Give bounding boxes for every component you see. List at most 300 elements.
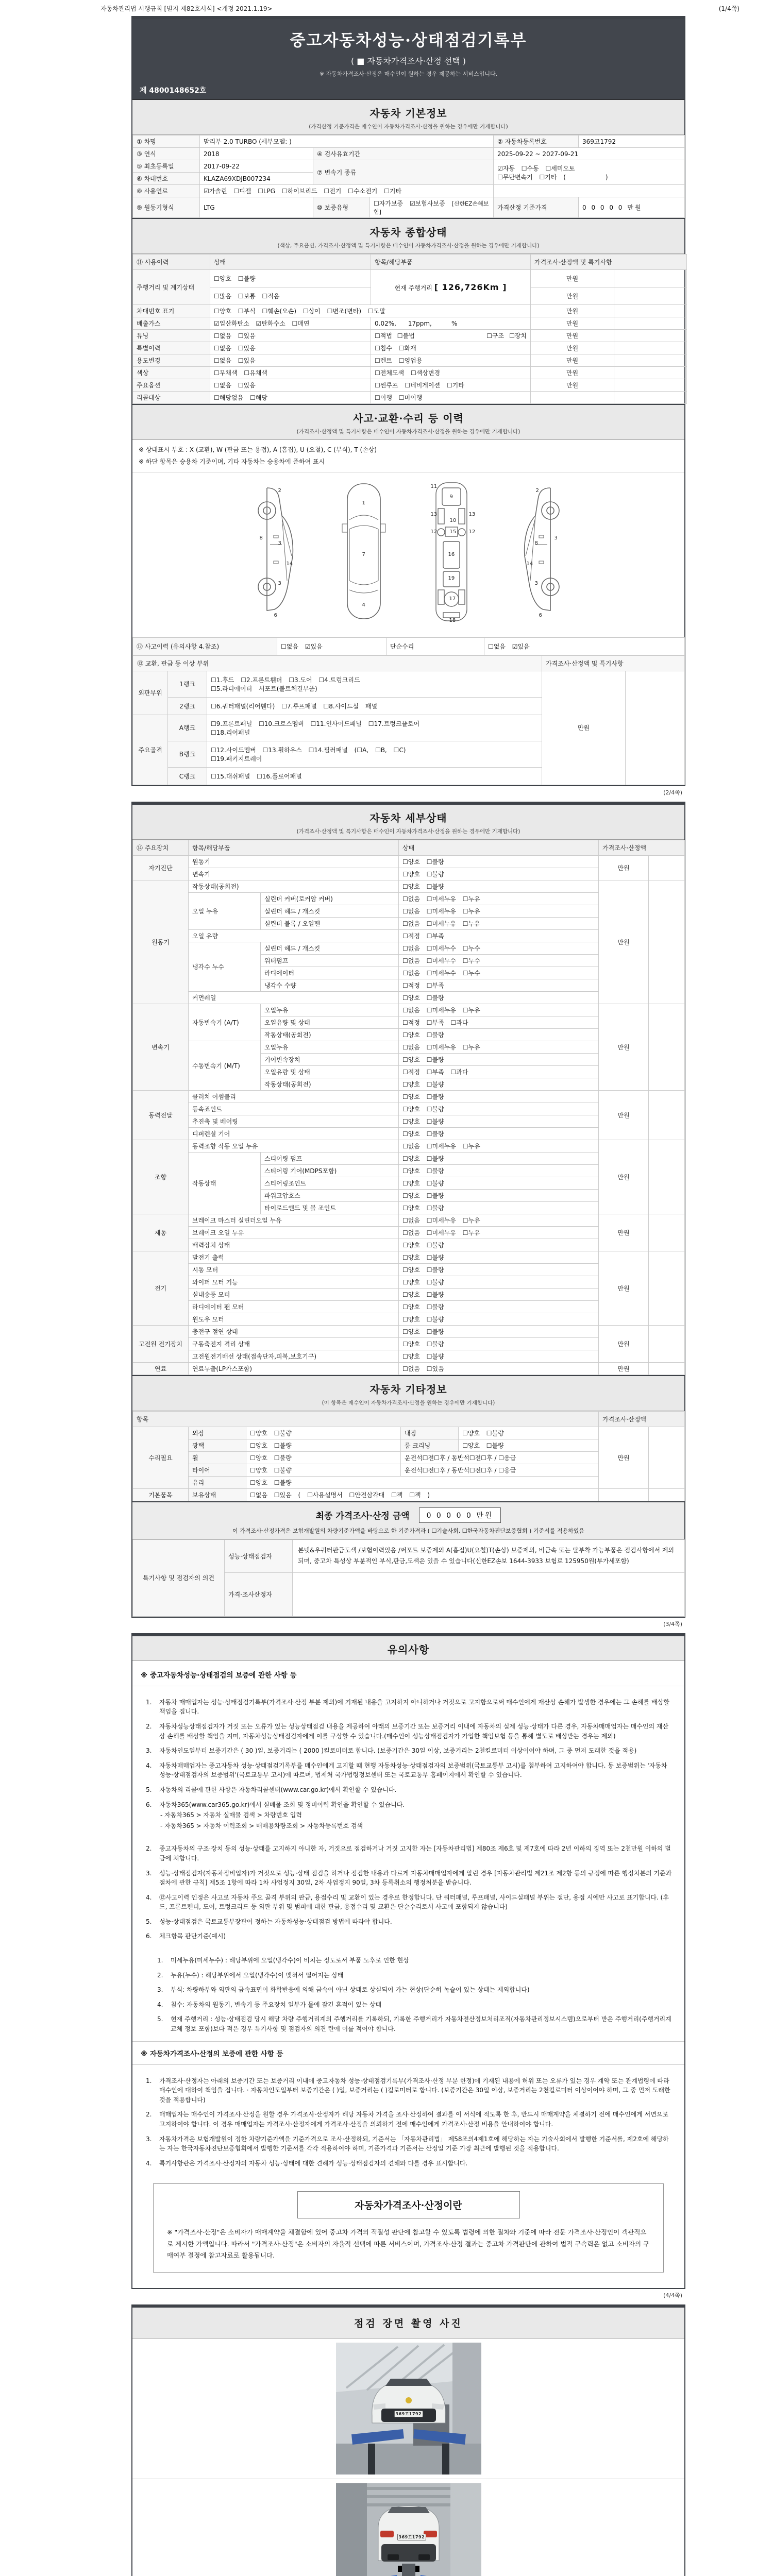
text [132, 1948, 684, 2041]
inspection-photo-rear [336, 2483, 481, 2576]
label-cell: ⑥ 차대번호 [133, 173, 200, 185]
status-options-cell[interactable]: ☐양호 ☐불량 [399, 1325, 599, 1337]
label-cell: B랭크 [168, 741, 207, 767]
amount-cell: 만원 [531, 379, 614, 392]
text: ☐무단변속기 ☐기타 ( ) [497, 173, 608, 181]
status-options-cell[interactable]: ☐침수 ☐화재 [371, 342, 531, 354]
license-plate: 369고1792 [394, 2411, 424, 2417]
status-options-cell[interactable]: ☐양호 ☐불량 [459, 1427, 599, 1439]
text: 자동차 기타정보 [369, 1383, 447, 1396]
car-diagram-right-side [514, 480, 566, 626]
text [146, 1722, 673, 1741]
photo-row-front [132, 2338, 684, 2479]
amount-cell: 만원 [599, 1427, 649, 1488]
cell: 작동상태 [189, 1152, 261, 1214]
status-options-cell[interactable]: ☐양호 ☐불량 [399, 1239, 599, 1251]
current-mileage [371, 270, 531, 305]
cell: 기어변속장치 [261, 1053, 399, 1065]
label-cell: 튜닝 [133, 330, 210, 342]
final-price-strip [132, 1501, 684, 1539]
rank2-panels[interactable]: ☐6.쿼터패널(리어휀다) ☐7.루프패널 ☐8.사이드실 패널 [207, 697, 542, 715]
cell: 구동축전지 격리 상태 [189, 1337, 399, 1350]
appraiser-opinion-text [293, 1572, 685, 1616]
cell: 냉각수 수량 [261, 979, 399, 991]
status-options-cell[interactable]: ☐없음 ☐미세누수 ☐누수 [399, 954, 599, 967]
text [146, 1931, 673, 1941]
status-options-cell[interactable]: ☐양호 ☐불량 [246, 1427, 401, 1439]
notice-subheader-1: ※ 중고자동차성능·상태점검의 보증에 관한 사항 등 [132, 1663, 684, 1686]
list-item-number: 4. [146, 1893, 152, 1901]
diagram-number: 18 [449, 617, 456, 623]
cell [614, 392, 687, 404]
list-item-number: 2. [146, 1722, 152, 1730]
mileage-status-options[interactable]: ☐양호 ☐불량 [210, 270, 371, 287]
tuning-items[interactable] [371, 330, 531, 342]
label-cell: 자기진단 [133, 855, 189, 880]
status-options-cell[interactable]: ☐양호 ☐불량 [399, 1337, 599, 1350]
state-code-legend [132, 440, 684, 472]
exchange-panel-table [132, 655, 685, 785]
status-options-cell[interactable]: ☐양호 ☐불량 [399, 1053, 599, 1065]
text: ☐19.패키지트레이 [211, 755, 262, 762]
diagram-number: 12 [468, 529, 476, 535]
text [132, 1686, 684, 1838]
fuel-options[interactable]: ☑가솔린 ☐디젤 ☐LPG ☐하이브리드 ☐전기 ☐수소전기 ☐기타 [200, 185, 494, 197]
status-options-cell[interactable]: ☐이행 ☐미이행 [371, 392, 531, 404]
cell: 단순수리 [386, 637, 484, 655]
text: (이 항목은 매수인이 자동차가격조사·산정을 원하는 경우에만 기재합니다) [322, 1399, 495, 1406]
diagram-number: 19 [448, 575, 455, 581]
inspection-period-value: 2025-09-22 ~ 2027-09-21 [494, 148, 685, 160]
rank1-panels[interactable] [207, 671, 542, 697]
status-options-cell[interactable]: ☐양호 ☐불량 [399, 1201, 599, 1214]
final-price-note: 이 가격조사·산정가격은 보험개발원의 차량기준가액을 바탕으로 한 기준가격과 ( ☐기술사회, ☐한국자동차진단보증협회 ) 기준서를 적용하였음 [232, 1527, 584, 1534]
status-options-cell[interactable]: ☐없음 ☐미세누유 ☐누유 [399, 1140, 599, 1152]
list-item-number: 4. [146, 1761, 152, 1769]
list-item-text: 미세누유(미세누수) : 해당부위에 오일(냉각수)이 비치는 정도로서 부품 노후로 인한 현상 [171, 1957, 409, 1964]
status-options-cell[interactable]: ☐양호 ☐불량 [399, 880, 599, 892]
section-detail-state [132, 805, 684, 840]
list-item-number: 1. [146, 1698, 152, 1706]
text: ☑자동 ☐수동 ☐세미오토 [497, 164, 575, 172]
diagram-number: 2 [535, 487, 539, 494]
list-item-text: 현재 주행거리 : 성능·상태점검 당시 해당 차량 주행거리계의 주행거리를 기록하되, 기록한 주행거리가 자동차전산정보처리조직(자동차관리정보시스템)으로부터 받은 주행거리(주행거리계 교체 정보 포함)보다 적은 경우 특기사항 및 점검자의 의견 란에 이를 적어야 합니다. [171, 2015, 671, 2033]
status-options-cell[interactable]: ☐양호 ☐불량 [399, 1164, 599, 1177]
tire-positions[interactable]: 운전석☐전☐후 / 동반석☐전☐후 / ☐응급 [401, 1464, 599, 1476]
list-item-text: ⑫사고이력 인정은 사고로 자동차 주요 골격 부위의 판금, 용접수리 및 교환이 있는 경우로 한정합니다. 단 쿼터패널, 루프패널, 사이드실패널 부위는 절단, 용접 시에만 사고로 표기합니다. (후드, 프론트펜더, 도어, 트렁크리드 등 외판 부위 및 범퍼에 대한 판금, 용접수리 및 교환은 단순수리로서 사고에 포함되지 않습니다) [159, 1893, 669, 1911]
text: ☐1.후드 ☐2.프론트휀더 ☐3.도어 ☐4.트렁크리드 [211, 676, 360, 684]
status-options-cell[interactable]: ☐적정 ☐부족 [399, 979, 599, 991]
diagram-number: 13 [430, 511, 438, 517]
cell: 변속기 [189, 868, 399, 880]
accident-history-table [132, 637, 685, 655]
status-options-cell[interactable]: ☐양호 ☐불량 [399, 1127, 599, 1140]
text [146, 1893, 673, 1912]
text [146, 1761, 673, 1780]
odometer-status-options[interactable]: ☐많음 ☐보통 ☐적음 [210, 287, 371, 305]
list-item-text: 가격조사·산정자는 아래의 보증기간 또는 보증거리 이내에 중고자동차 성능·상태점검기록부(가격조사·산정 부분 한정)에 기재된 내용에 허위 또는 오류가 있는 경우 계약 또는 관계법령에 따라 매수인에 대하여 책임을 집니다. · 자동차인도일부터 보증기간은 ( )일, 보증거리는 ( )킬로미터로 합니다. (보증기간은 30일 이상, 보증거리는 2천킬로미터 이상이어야 하며, 그 중 먼저 도래한 것을 적용합니다) [159, 2077, 670, 2104]
license-plate: 369고1792 [397, 2534, 427, 2540]
text [146, 1917, 673, 1927]
cell: 항목/해당부품 [371, 255, 531, 270]
status-options-cell[interactable]: ☐양호 ☐불량 [399, 1300, 599, 1313]
label-cell: 성능·상태점검자 [225, 1539, 293, 1572]
status-options-cell[interactable]: ☐무채색 ☐유채색 [210, 367, 371, 379]
price-survey-explain-title: 자동차가격조사·산정이란 [297, 2191, 520, 2218]
cell: 추진축 및 베어링 [189, 1115, 399, 1127]
cell [649, 1325, 685, 1362]
status-options-cell[interactable]: ☐양호 ☐불량 [399, 1152, 599, 1164]
list-item-number: 3. [146, 2135, 152, 2143]
cell: 연료누출(LP가스포함) [189, 1362, 399, 1375]
other-info-table [132, 1411, 685, 1501]
status-options-cell[interactable]: ☐양호 ☐불량 [399, 1189, 599, 1201]
cell: 클러치 어셈블리 [189, 1090, 399, 1103]
cell: 실내송풍 모터 [189, 1288, 399, 1300]
amount-cell: 만원 [531, 367, 614, 379]
cell: 가격조사·산정액 [599, 840, 685, 855]
label-cell: 내장 [401, 1427, 459, 1439]
cell: 작동상태(공회전) [261, 1028, 399, 1041]
diagram-number: 3 [278, 540, 281, 546]
status-options-cell[interactable]: ☐없음 ☐미세누유 ☐누유 [399, 1041, 599, 1053]
amount-cell: 만원 [599, 855, 649, 880]
basic-info-table [132, 135, 685, 218]
price-survey-select[interactable]: ( ■ 자동차가격조사·산정 선택 ) [350, 56, 466, 66]
list-item-number: 2. [146, 2111, 152, 2119]
list-item-number: 6. [146, 1933, 152, 1940]
text [375, 331, 527, 340]
accident-options[interactable]: ☐없음 ☑있음 [277, 637, 386, 655]
notice-subheader-2: ※ 자동차가격조사·산정의 보증에 관한 사항 등 [132, 2041, 684, 2065]
label-cell: 주요옵션 [133, 379, 210, 392]
label-cell: 유리 [189, 1476, 246, 1488]
diagram-number: 8 [534, 540, 538, 546]
cell [614, 305, 687, 317]
cell: 항목/해당부품 [189, 840, 399, 855]
simple-repair-options[interactable]: ☐없음 ☑있음 [484, 637, 685, 655]
cell: 오일 누유 [189, 892, 261, 929]
list-item-text: 누유(누수) : 해당부위에서 오일(냉각수)이 맺혀서 떨어지는 상태 [171, 1971, 344, 1979]
text: ※ 상태표시 부호 : X (교환), W (판금 또는 용접), A (흠집), U (요철), C (부식), T (손상) [139, 446, 377, 453]
cell: 충전구 절연 상태 [189, 1325, 399, 1337]
page-number-2: (2/4쪽) [663, 789, 682, 796]
registration-number-value: 369고1792 [579, 135, 685, 148]
status-options-cell[interactable]: ☐양호 ☐불량 [399, 1276, 599, 1288]
cell: 스티어링 기어(MDPS포함) [261, 1164, 399, 1177]
section-overall-state [132, 218, 684, 254]
cell: 라디에이터 팬 모터 [189, 1300, 399, 1313]
wheel-positions[interactable]: 운전석☐전☐후 / 동반석☐전☐후 / ☐응급 [401, 1451, 599, 1464]
text: 유의사항 [387, 1643, 430, 1656]
car-name-value: 말리부 2.0 TURBO (세부모델: ) [200, 135, 494, 148]
cell: 타이로드엔드 및 볼 조인트 [261, 1201, 399, 1214]
car-diagram-top [339, 480, 391, 626]
overall-state-table [132, 254, 687, 404]
photo-row-rear [132, 2479, 684, 2576]
amount-cell: 만원 [599, 1140, 649, 1214]
status-options-cell[interactable]: ☐없음 ☐있음 [399, 1362, 599, 1375]
cell: 실린더 블록 / 오일팬 [261, 917, 399, 929]
basic-items-options[interactable]: ☐없음 ☐있음 ( ☐사용설명서 ☐안전삼각대 ☐잭 ☐잭 ) [246, 1488, 599, 1501]
rankC-panels[interactable]: ☐15.대쉬패널 ☐16.플로어패널 [207, 767, 542, 785]
status-options-cell[interactable]: ☐없음 ☐미세누유 ☐누유 [399, 917, 599, 929]
label-cell: ① 차명 [133, 135, 200, 148]
status-options-cell[interactable]: ☐적정 ☐부족 ☐과다 [399, 1065, 599, 1078]
list-item-text: 특기사항란은 가격조사·산정자의 자동차 성능·상태에 대한 견해가 성능·상태점검자의 견해와 다를 경우 표시합니다. [159, 2159, 468, 2167]
cell: 자동변속기 (A/T) [189, 1004, 261, 1041]
text [146, 1746, 673, 1756]
amount-cell: 만원 [599, 1251, 649, 1325]
status-options-cell[interactable]: ☐썬루프 ☐네비게이션 ☐기타 [371, 379, 531, 392]
status-options-cell[interactable]: ☐양호 ☐불량 [399, 855, 599, 868]
label-cell: 원동기 [133, 880, 189, 1004]
cell: 실린더 헤드 / 개스킷 [261, 905, 399, 917]
label-cell: ⑦ 변속기 종류 [313, 160, 494, 185]
inspector-opinion-text: 본넷&우쿼터판금도색 /보험이력있음 /써포트 보증제외 A(흠집)U(요철)T(손상) 보증제외, 비금속 또는 탈부착 가능부품은 점검사항에서 제외되며, 중고차 특성상 부분적인 부식,판금,도색은 있을 수 있습니다(신한EZ손보 1644-3933 보험료 125950원(부가세포함) [293, 1539, 685, 1572]
cell [614, 330, 687, 342]
cell [649, 855, 685, 880]
page-3 [131, 1633, 685, 2289]
label-cell: 외판부위 [133, 671, 168, 715]
diagram-number: 13 [468, 511, 476, 517]
text: ☐18.리어패널 [211, 728, 250, 736]
amount-cell: 만원 [531, 305, 614, 317]
cell [614, 379, 687, 392]
status-options-cell[interactable]: ☐없음 ☐미세누유 ☐누유 [399, 892, 599, 905]
cell [599, 1488, 649, 1501]
page-2 [131, 802, 685, 1618]
cell [614, 317, 687, 330]
text [146, 1785, 673, 1795]
status-options-cell[interactable]: ☐없음 ☐미세누유 ☐누유 [399, 905, 599, 917]
cell: 고전원전기배선 상태(접속단자,피복,보호기구) [189, 1350, 399, 1362]
title-box [132, 19, 684, 100]
status-options-cell[interactable]: ☐양호 ☐불량 [399, 1177, 599, 1189]
cell: 작동상태(공회전) [261, 1078, 399, 1090]
status-options-cell[interactable]: ☐양호 ☐불량 [399, 1115, 599, 1127]
status-options-cell[interactable]: ☐없음 ☐있음 [210, 330, 371, 342]
diagram-number: 7 [362, 551, 365, 557]
status-options-cell[interactable]: ☐적정 ☐부족 [399, 929, 599, 942]
status-options-cell[interactable]: ☑일산화탄소 ☑탄화수소 ☐매연 [210, 317, 371, 330]
transmission-options[interactable] [494, 160, 685, 185]
title-note: ※ 자동차가격조사·산정은 매수인이 원하는 경우 제공하는 서비스입니다. [319, 71, 498, 77]
list-item-number: 2. [146, 1845, 152, 1853]
cell: 스티어링조인트 [261, 1177, 399, 1189]
label-cell: ⑧ 사용연료 [133, 185, 200, 197]
status-options-cell[interactable]: ☐없음 ☐미세누유 ☐누유 [399, 1004, 599, 1016]
label-cell: 수리필요 [133, 1427, 189, 1488]
label-cell: ⑫ 사고이력 (유의사항 4.참조) [133, 637, 277, 655]
status-options-cell[interactable]: ☐적정 ☐부족 ☐과다 [399, 1016, 599, 1028]
list-item-text: 성능·상태점검은 국토교통부장관이 정하는 자동차성능·상태점검 방법에 따라야 합니다. [159, 1918, 392, 1925]
cell [649, 1362, 685, 1375]
status-options-cell[interactable]: ☐양호 ☐불량 [399, 1288, 599, 1300]
page-top-meta [100, 4, 740, 13]
status-options-cell[interactable]: ☐양호 ☐불량 [246, 1439, 401, 1451]
opinion-table [132, 1539, 685, 1617]
label-cell: ⑩ 보증유형 [313, 197, 370, 218]
label-cell: 연료 [133, 1362, 189, 1375]
diagram-number: 6 [274, 612, 277, 618]
list-item-text: 자동차인도일부터 보증기간은 ( 30 )일, 보증거리는 ( 2000 )킬로미터로 합니다. (보증기간은 30일 이상, 보증거리는 2천킬로미터 이상이어야 하며, 그 중 먼저 도래한 것을 적용) [159, 1747, 637, 1755]
cell: 디퍼렌셜 기어 [189, 1127, 399, 1140]
text [146, 2110, 673, 2129]
status-options-cell[interactable]: ☐없음 ☐미세누수 ☐누수 [399, 967, 599, 979]
cell: 항목 [133, 1411, 599, 1427]
photo-rear-illustration-icon [336, 2483, 481, 2576]
text [157, 2014, 673, 2033]
list-item-text: 중고자동차의 구조·장치 등의 성능·상태를 고지하지 아니한 자, 거짓으로 점검하거나 거짓 고지한 자는 [자동차관리법] 제80조 제6호 및 제7호에 따라 2년 이하의 징역 또는 2천만원 이하의 벌금에 처합니다. [159, 1845, 671, 1862]
status-options-cell[interactable]: ☐없음 ☐미세누수 ☐누수 [399, 942, 599, 954]
label-cell: 배출가스 [133, 317, 210, 330]
text: 자동차 종합상태 [369, 226, 447, 239]
status-options-cell[interactable]: ☐양호 ☐불량 [399, 868, 599, 880]
rankB-panels[interactable] [207, 741, 542, 767]
page-1 [131, 16, 685, 786]
amount-cell: 만원 [531, 342, 614, 354]
label-cell: 특기사항 및 점검자의 의견 [133, 1539, 225, 1616]
amount-cell: 만원 [542, 671, 626, 785]
label-cell: ② 자동차등록번호 [494, 135, 579, 148]
diagram-number: 4 [362, 602, 365, 608]
label-cell: ③ 연식 [133, 148, 200, 160]
page-number-1: (1/4쪽) [718, 5, 740, 12]
list-item-number: 3. [146, 1747, 152, 1755]
cell: 스티어링 펌프 [261, 1152, 399, 1164]
list-item-number: 5. [146, 1786, 152, 1793]
text: ☐구조 ☐장치 [486, 332, 527, 340]
cell: 윈도우 모터 [189, 1313, 399, 1325]
text [157, 2000, 673, 2010]
page-number-3: (3/4쪽) [663, 1620, 682, 1628]
amount-cell: 만원 [531, 270, 614, 287]
diagram-number: 12 [430, 529, 438, 535]
diagram-number: 6 [539, 612, 542, 618]
car-diagram-left-side [251, 480, 303, 626]
cell: 작동상태(공회전) [189, 880, 399, 892]
cell: ⑪ 사용이력 [133, 255, 210, 270]
cell: 오일유량 및 상태 [261, 1016, 399, 1028]
text [146, 2159, 673, 2168]
status-options-cell[interactable]: ☐양호 ☐불량 [399, 1078, 599, 1090]
label-cell: 1랭크 [168, 671, 207, 697]
status-options-cell[interactable]: ☐없음 ☐있음 [210, 379, 371, 392]
cell: 브레이크 오일 누유 [189, 1226, 399, 1239]
label-cell: 차대번호 표기 [133, 305, 210, 317]
list-item-number: 6. [146, 1801, 152, 1808]
status-options-cell[interactable]: ☐양호 ☐불량 [399, 1028, 599, 1041]
label-cell: 휠 [189, 1451, 246, 1464]
car-damage-diagrams [132, 472, 684, 637]
cell: 브레이크 마스터 실린더오일 누유 [189, 1214, 399, 1226]
form-rule-reference: 자동차관리법 시행규칙 [별지 제82호서식] <개정 2021.1.19> [100, 5, 273, 12]
status-options-cell[interactable]: ☐없음 ☐미세누유 ☐누유 [399, 1226, 599, 1239]
diagram-number: 3 [554, 535, 558, 541]
label-cell: 조향 [133, 1140, 189, 1214]
rankA-panels[interactable] [207, 715, 542, 741]
list-item-text: 체크항목 판단기준(예시) [159, 1933, 226, 1940]
diagram-number: 3 [278, 580, 281, 586]
list-item-number: 3. [157, 1986, 163, 1994]
warranty-options[interactable] [370, 197, 494, 218]
cell: 등속죠인트 [189, 1103, 399, 1115]
engine-type-value: LTG [200, 197, 313, 218]
cell [649, 1090, 685, 1140]
label-cell: ⑬ 교환, 판금 등 이상 부위 [133, 655, 542, 671]
list-item-text: 자동차매매업자는 중고자동차 성능·상태점검기록부를 매수인에게 고지할 때 현행 자동차성능·상태점검자의 보증범위(국토교통부 고시)를 첨부하여 고지하여야 합니다. 동 보증범위는 '자동차성능·상태점검자의 보증범위'(국토교통부 고시)에 따르며, 법제처 국가법령정보센터 또는 국토교통부 홈페이지에서 확인할 수 있습니다. [159, 1761, 667, 1779]
status-options-cell[interactable]: ☐양호 ☐불량 [246, 1464, 401, 1476]
text: [신한EZ손해보험] [374, 200, 489, 215]
list-item-number: 3. [146, 1869, 152, 1877]
amount-cell: 만원 [531, 354, 614, 367]
status-options-cell[interactable]: ☐양호 ☐불량 [459, 1439, 599, 1451]
text [146, 1800, 673, 1831]
status-options-cell[interactable]: ☐양호 ☐불량 [246, 1476, 599, 1488]
status-options-cell[interactable]: ☐양호 ☐부식 ☐훼손(오손) ☐상이 ☐변조(변타) ☐도말 [210, 305, 531, 317]
text [146, 2076, 673, 2105]
text: - 자동차365 > 자동차 실매물 검색 > 차량번호 입력 [160, 1811, 302, 1819]
status-options-cell[interactable]: ☐없음 ☐있음 [210, 354, 371, 367]
list-item-text: 자동차가격은 보험개발원이 정한 차량기준가액을 기준가격으로 조사·산정하되, 기준서는 「자동차관리법」 제58조의4제1호에 해당하는 자는 기술사회에서 발행한 기준서를, 제2호에 해당하는 자는 한국자동차진단보증협회에서 발행한 기준서를 각각 적용하여야 하며, 기준가격과 기준서는 산정일 기준 가장 최근에 발행된 것을 적용합니다. [159, 2135, 669, 2153]
status-options-cell[interactable]: ☐양호 ☐불량 [399, 1350, 599, 1362]
label-cell: 전기 [133, 1251, 189, 1325]
diagram-number: 17 [449, 596, 456, 602]
label-cell: 기본품목 [133, 1488, 189, 1501]
amount-cell: 만원 [599, 1362, 649, 1375]
status-options-cell[interactable]: ☐양호 ☐불량 [399, 1103, 599, 1115]
list-item-text: 자동차성능상태점검자가 거짓 또는 오류가 있는 성능상태점검 내용을 제공하여 아래의 보증기간 또는 보증거리 이내에 자동차의 실제 성능·상태가 다른 경우, 자동차매매업자는 매수인의 재산상 손해를 배상할 책임을 지며, 자동차성능상태점검자에게 이를 구상할 수 있습니다.(매수인이 성능상태점검자가 가입한 책임보험 등을 통해 별도로 배상받는 경우는 제외) [159, 1722, 669, 1740]
label-cell: 룸 크리닝 [401, 1439, 459, 1451]
label-cell: 주요골격 [133, 715, 168, 785]
text: ☐12.사이드멤버 ☐13.휠하우스 ☐14.필러패널 (☐A, ☐B, ☐C) [211, 746, 406, 754]
list-item-number: 2. [157, 1971, 163, 1979]
label-cell: 용도변경 [133, 354, 210, 367]
list-item-number: 4. [146, 2159, 152, 2167]
cell [649, 1004, 685, 1090]
status-options-cell[interactable]: ☐양호 ☐불량 [399, 1090, 599, 1103]
status-options-cell[interactable]: ☐양호 ☐불량 [399, 1251, 599, 1263]
label-cell: 가격산정 기준가격 [494, 197, 579, 218]
cell: 발전기 출력 [189, 1251, 399, 1263]
cell: 동력조향 작동 오일 누유 [189, 1140, 399, 1152]
document-number: 제 4800148652호 [140, 87, 207, 95]
status-options-cell[interactable]: ☐전체도색 ☐색상변경 [371, 367, 531, 379]
cell: 수동변속기 (M/T) [189, 1041, 261, 1090]
final-price-value: 0 0 0 0 0 만원 [419, 1507, 501, 1523]
cell [649, 1427, 685, 1488]
status-options-cell[interactable]: ☐해당없음 ☐해당 [210, 392, 371, 404]
text [146, 1698, 673, 1717]
status-options-cell[interactable]: ☐렌트 ☐영업용 [371, 354, 531, 367]
status-options-cell[interactable]: ☐양호 ☐불량 [399, 1313, 599, 1325]
diagram-number: 11 [430, 483, 438, 489]
status-options-cell[interactable]: ☐양호 ☐불량 [399, 991, 599, 1004]
status-options-cell[interactable]: ☐없음 ☐미세누유 ☐누유 [399, 1214, 599, 1226]
page-4 [131, 2304, 685, 2576]
status-options-cell[interactable]: ☐없음 ☐있음 [210, 342, 371, 354]
base-price-value: 0 0 0 0 0 만원 [579, 197, 685, 218]
section-other-info [132, 1375, 684, 1411]
car-side-outline-icon [514, 480, 566, 626]
status-options-cell[interactable]: ☐양호 ☐불량 [399, 1263, 599, 1276]
empty-cell [494, 185, 685, 197]
list-item-text: 자동차의 리콜에 관한 사항은 자동차리콜센터(www.car.go.kr)에서 확인할 수 있습니다. [159, 1786, 397, 1793]
diagram-number: 10 [449, 517, 457, 523]
status-options-cell[interactable]: ☐양호 ☐불량 [246, 1451, 401, 1464]
cell: 상태 [210, 255, 371, 270]
